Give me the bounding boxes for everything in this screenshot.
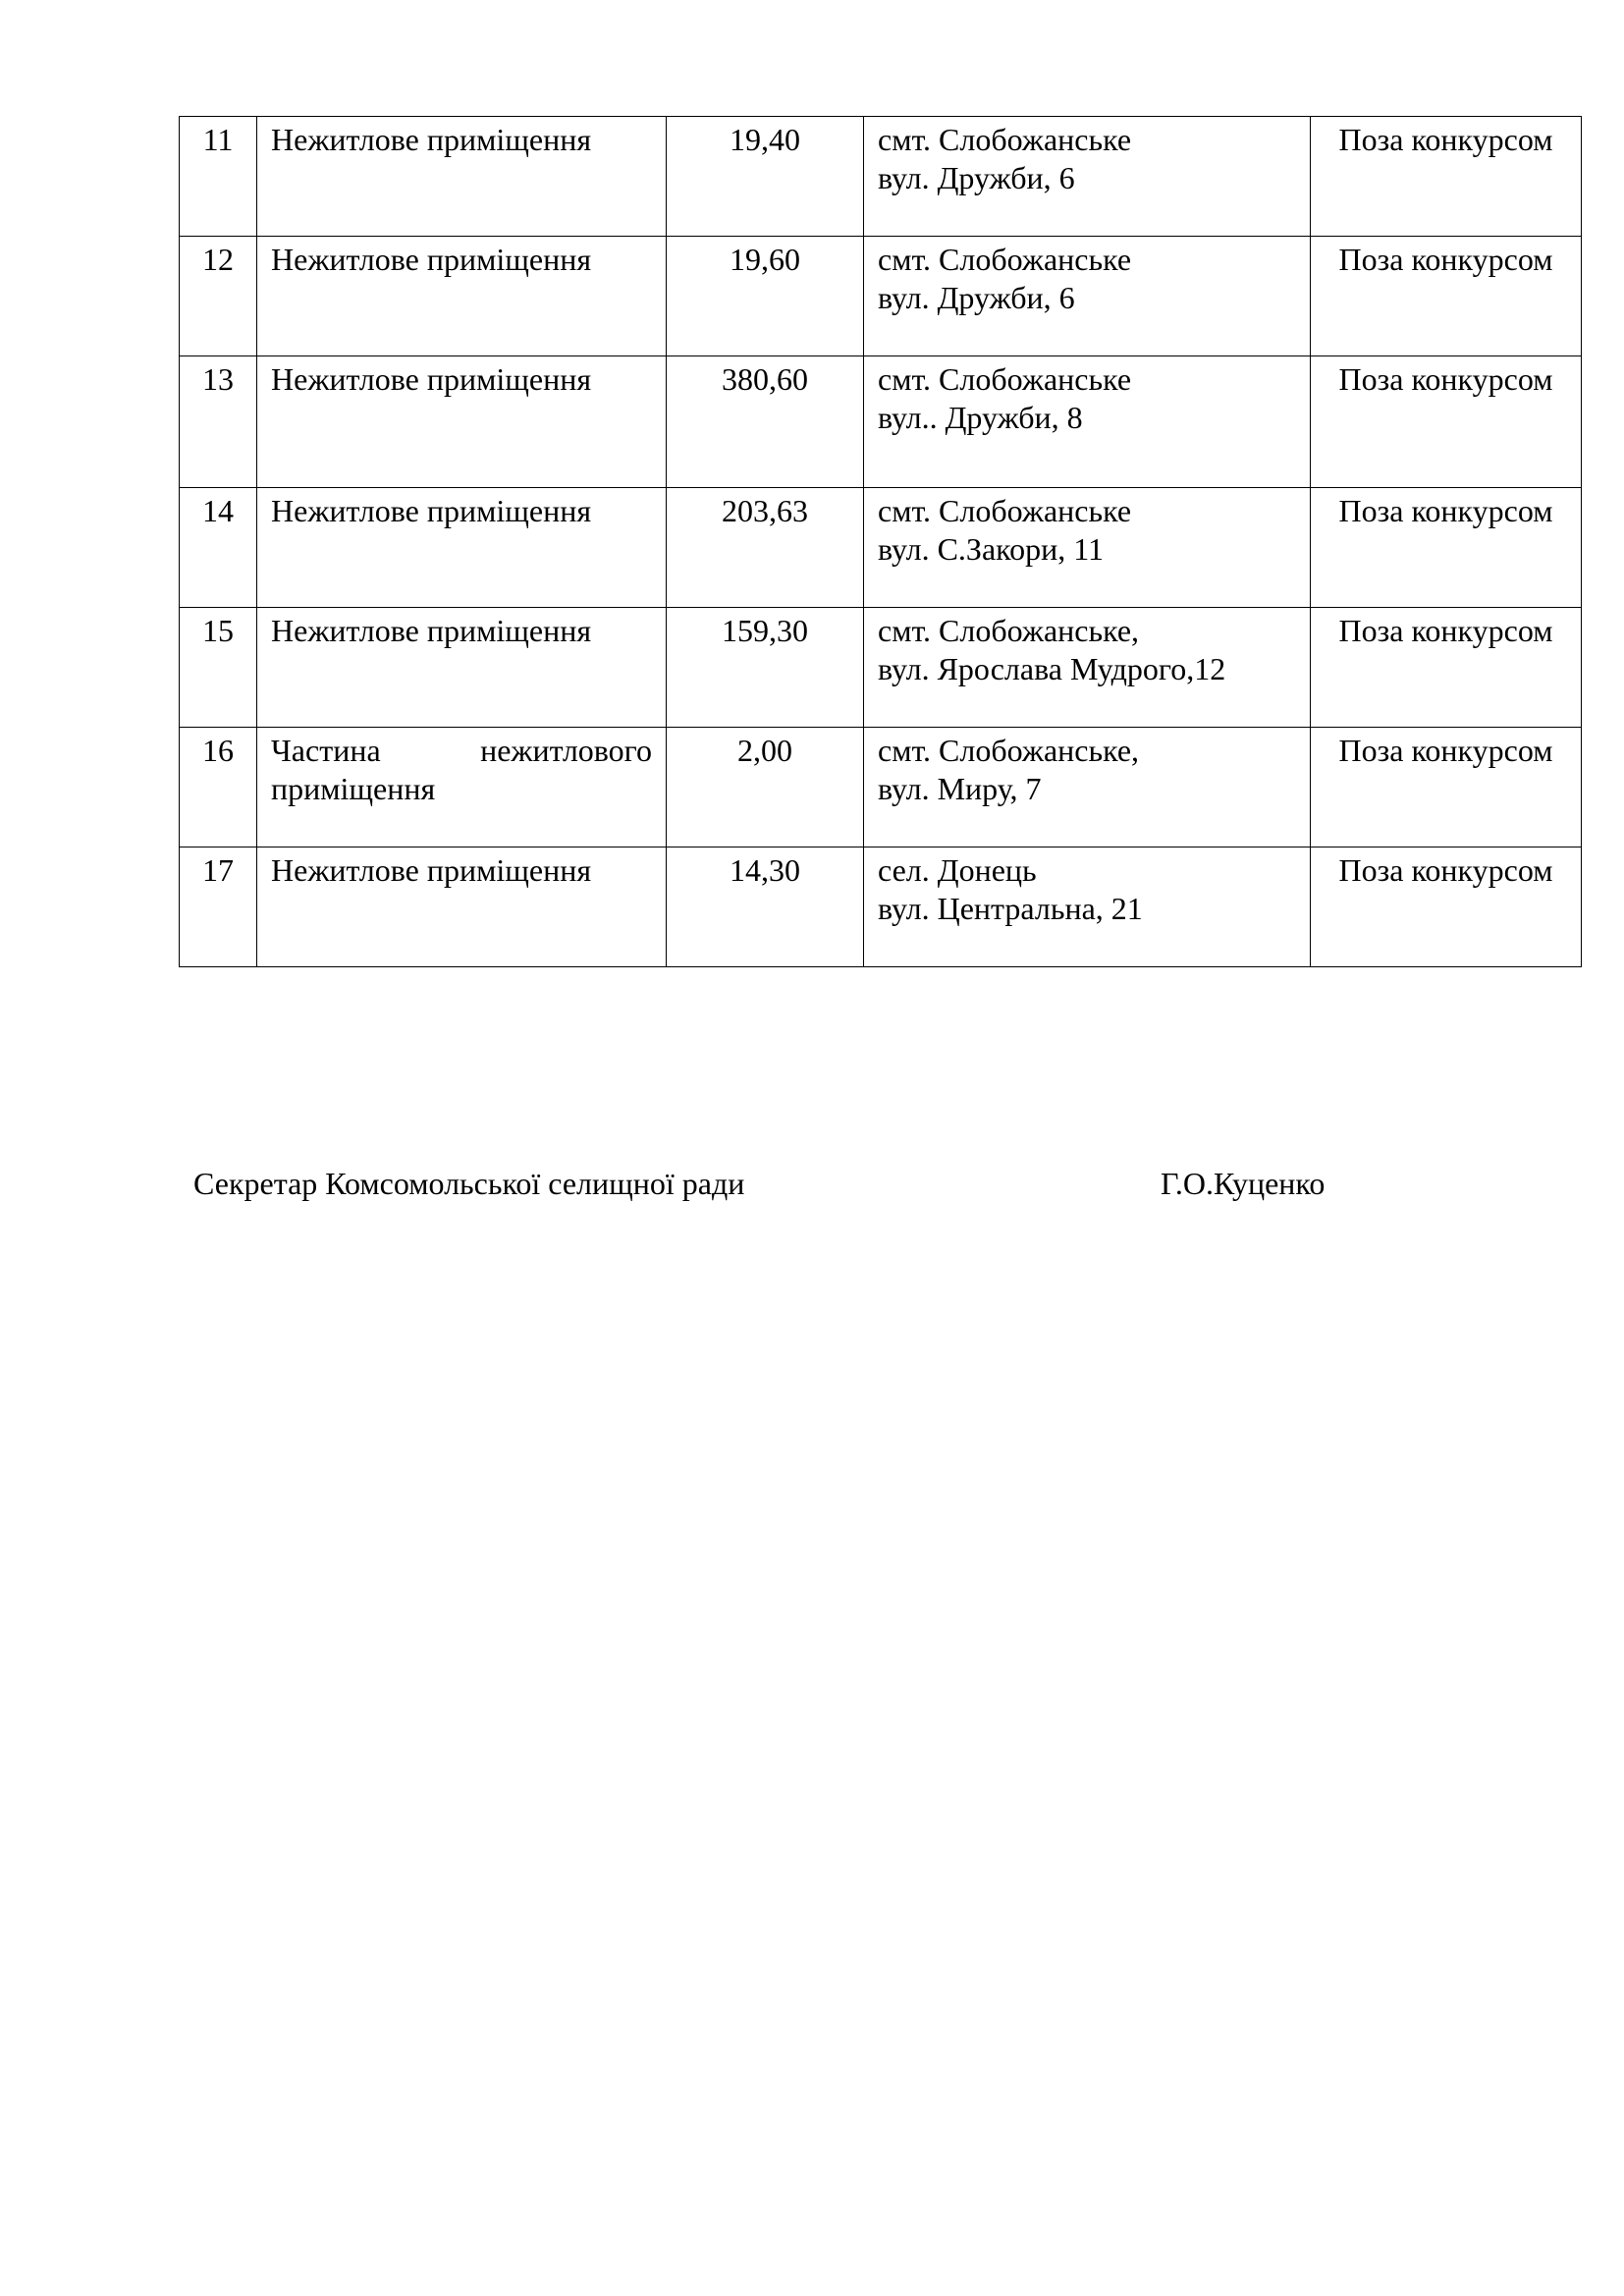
address-line: сел. Донець (878, 852, 1037, 888)
table-row (180, 728, 1582, 847)
property-address (864, 356, 1311, 488)
property-area: 14,30 (667, 847, 864, 967)
table-row (180, 117, 1582, 237)
table-row (180, 237, 1582, 356)
property-area: 19,60 (667, 237, 864, 356)
address-line: вул. Дружби, 6 (878, 160, 1075, 195)
address-line: вул.. Дружби, 8 (878, 400, 1083, 435)
address-line: смт. Слобожанське, (878, 613, 1140, 648)
address-line: вул. Ярослава Мудрого,12 (878, 651, 1226, 686)
address-line: смт. Слобожанське (878, 122, 1132, 157)
property-address (864, 117, 1311, 237)
row-number: 11 (180, 117, 257, 237)
address-line: смт. Слобожанське (878, 361, 1132, 397)
table-row (180, 488, 1582, 608)
property-name: Нежитлове приміщення (257, 608, 667, 728)
property-address (864, 488, 1311, 608)
row-number: 17 (180, 847, 257, 967)
address-line: вул. Центральна, 21 (878, 891, 1143, 926)
address-line: смт. Слобожанське (878, 242, 1132, 277)
property-address (864, 237, 1311, 356)
property-area: 159,30 (667, 608, 864, 728)
property-status: Поза конкурсом (1311, 488, 1582, 608)
property-address (864, 847, 1311, 967)
signatory-role: Секретар Комсомольської селищної ради (193, 1166, 745, 1201)
property-name: Частина нежитлового приміщення (257, 728, 667, 847)
property-status: Поза конкурсом (1311, 608, 1582, 728)
property-address (864, 728, 1311, 847)
property-area: 2,00 (667, 728, 864, 847)
row-number: 15 (180, 608, 257, 728)
property-area: 380,60 (667, 356, 864, 488)
address-line: вул. С.Закори, 11 (878, 531, 1105, 567)
property-status: Поза конкурсом (1311, 847, 1582, 967)
address-line: вул. Миру, 7 (878, 771, 1042, 806)
table-row (180, 356, 1582, 488)
row-number: 13 (180, 356, 257, 488)
property-status: Поза конкурсом (1311, 728, 1582, 847)
address-line: смт. Слобожанське (878, 493, 1132, 528)
row-number: 16 (180, 728, 257, 847)
property-address (864, 608, 1311, 728)
property-status: Поза конкурсом (1311, 117, 1582, 237)
property-status: Поза конкурсом (1311, 356, 1582, 488)
table-row (180, 847, 1582, 967)
property-name: Нежитлове приміщення (257, 237, 667, 356)
table-row (180, 608, 1582, 728)
property-area: 203,63 (667, 488, 864, 608)
property-name: Нежитлове приміщення (257, 847, 667, 967)
signatory-name: Г.О.Куценко (1161, 1166, 1326, 1201)
property-area: 19,40 (667, 117, 864, 237)
property-table (179, 116, 1582, 967)
row-number: 12 (180, 237, 257, 356)
property-name: Нежитлове приміщення (257, 117, 667, 237)
row-number: 14 (180, 488, 257, 608)
property-name: Нежитлове приміщення (257, 356, 667, 488)
address-line: смт. Слобожанське, (878, 733, 1140, 768)
property-name: Нежитлове приміщення (257, 488, 667, 608)
property-status: Поза конкурсом (1311, 237, 1582, 356)
address-line: вул. Дружби, 6 (878, 280, 1075, 315)
